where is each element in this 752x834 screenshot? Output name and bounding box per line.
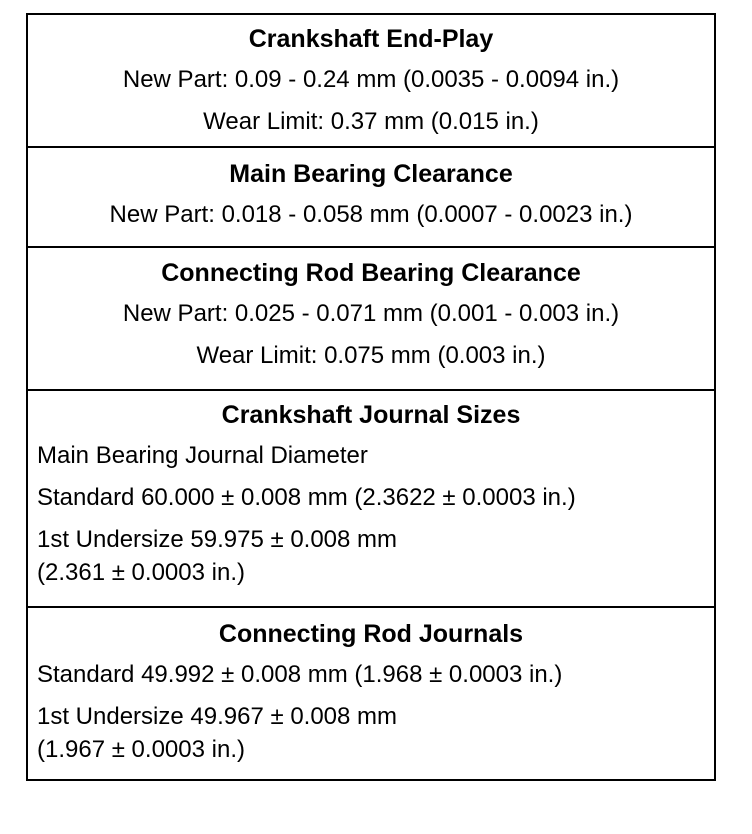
section-crankshaft-journal-sizes	[28, 391, 714, 608]
wear-limit-spec: Wear Limit: 0.075 mm (0.003 in.)	[196, 342, 546, 369]
specification-table	[26, 13, 716, 781]
section-heading: Main Bearing Clearance	[229, 160, 513, 188]
standard-size-spec: Standard 60.000 ± 0.008 mm (2.3622 ± 0.0003 in.)	[37, 484, 576, 511]
standard-size-spec: Standard 49.992 ± 0.008 mm (1.968 ± 0.0003 in.)	[37, 661, 563, 688]
journal-diameter-label: Main Bearing Journal Diameter	[37, 442, 368, 469]
section-heading: Connecting Rod Bearing Clearance	[161, 259, 581, 287]
new-part-spec: New Part: 0.025 - 0.071 mm (0.001 - 0.003 in.)	[122, 300, 620, 327]
new-part-spec: New Part: 0.018 - 0.058 mm (0.0007 - 0.0023 in.)	[109, 201, 633, 228]
undersize-spec-inches: (2.361 ± 0.0003 in.)	[37, 559, 245, 586]
section-crankshaft-end-play	[28, 15, 714, 148]
undersize-spec: 1st Undersize 59.975 ± 0.008 mm	[37, 526, 398, 553]
section-main-bearing-clearance	[28, 148, 714, 248]
wear-limit-spec: Wear Limit: 0.37 mm (0.015 in.)	[203, 108, 539, 135]
new-part-spec: New Part: 0.09 - 0.24 mm (0.0035 - 0.0094 in.)	[122, 66, 620, 93]
undersize-spec-inches: (1.967 ± 0.0003 in.)	[37, 736, 245, 763]
section-heading: Crankshaft End-Play	[248, 25, 494, 53]
section-connecting-rod-bearing-clearance	[28, 248, 714, 391]
section-connecting-rod-journals	[28, 608, 714, 779]
section-heading: Connecting Rod Journals	[218, 620, 524, 648]
section-heading: Crankshaft Journal Sizes	[221, 401, 521, 429]
undersize-spec: 1st Undersize 49.967 ± 0.008 mm	[37, 703, 398, 730]
